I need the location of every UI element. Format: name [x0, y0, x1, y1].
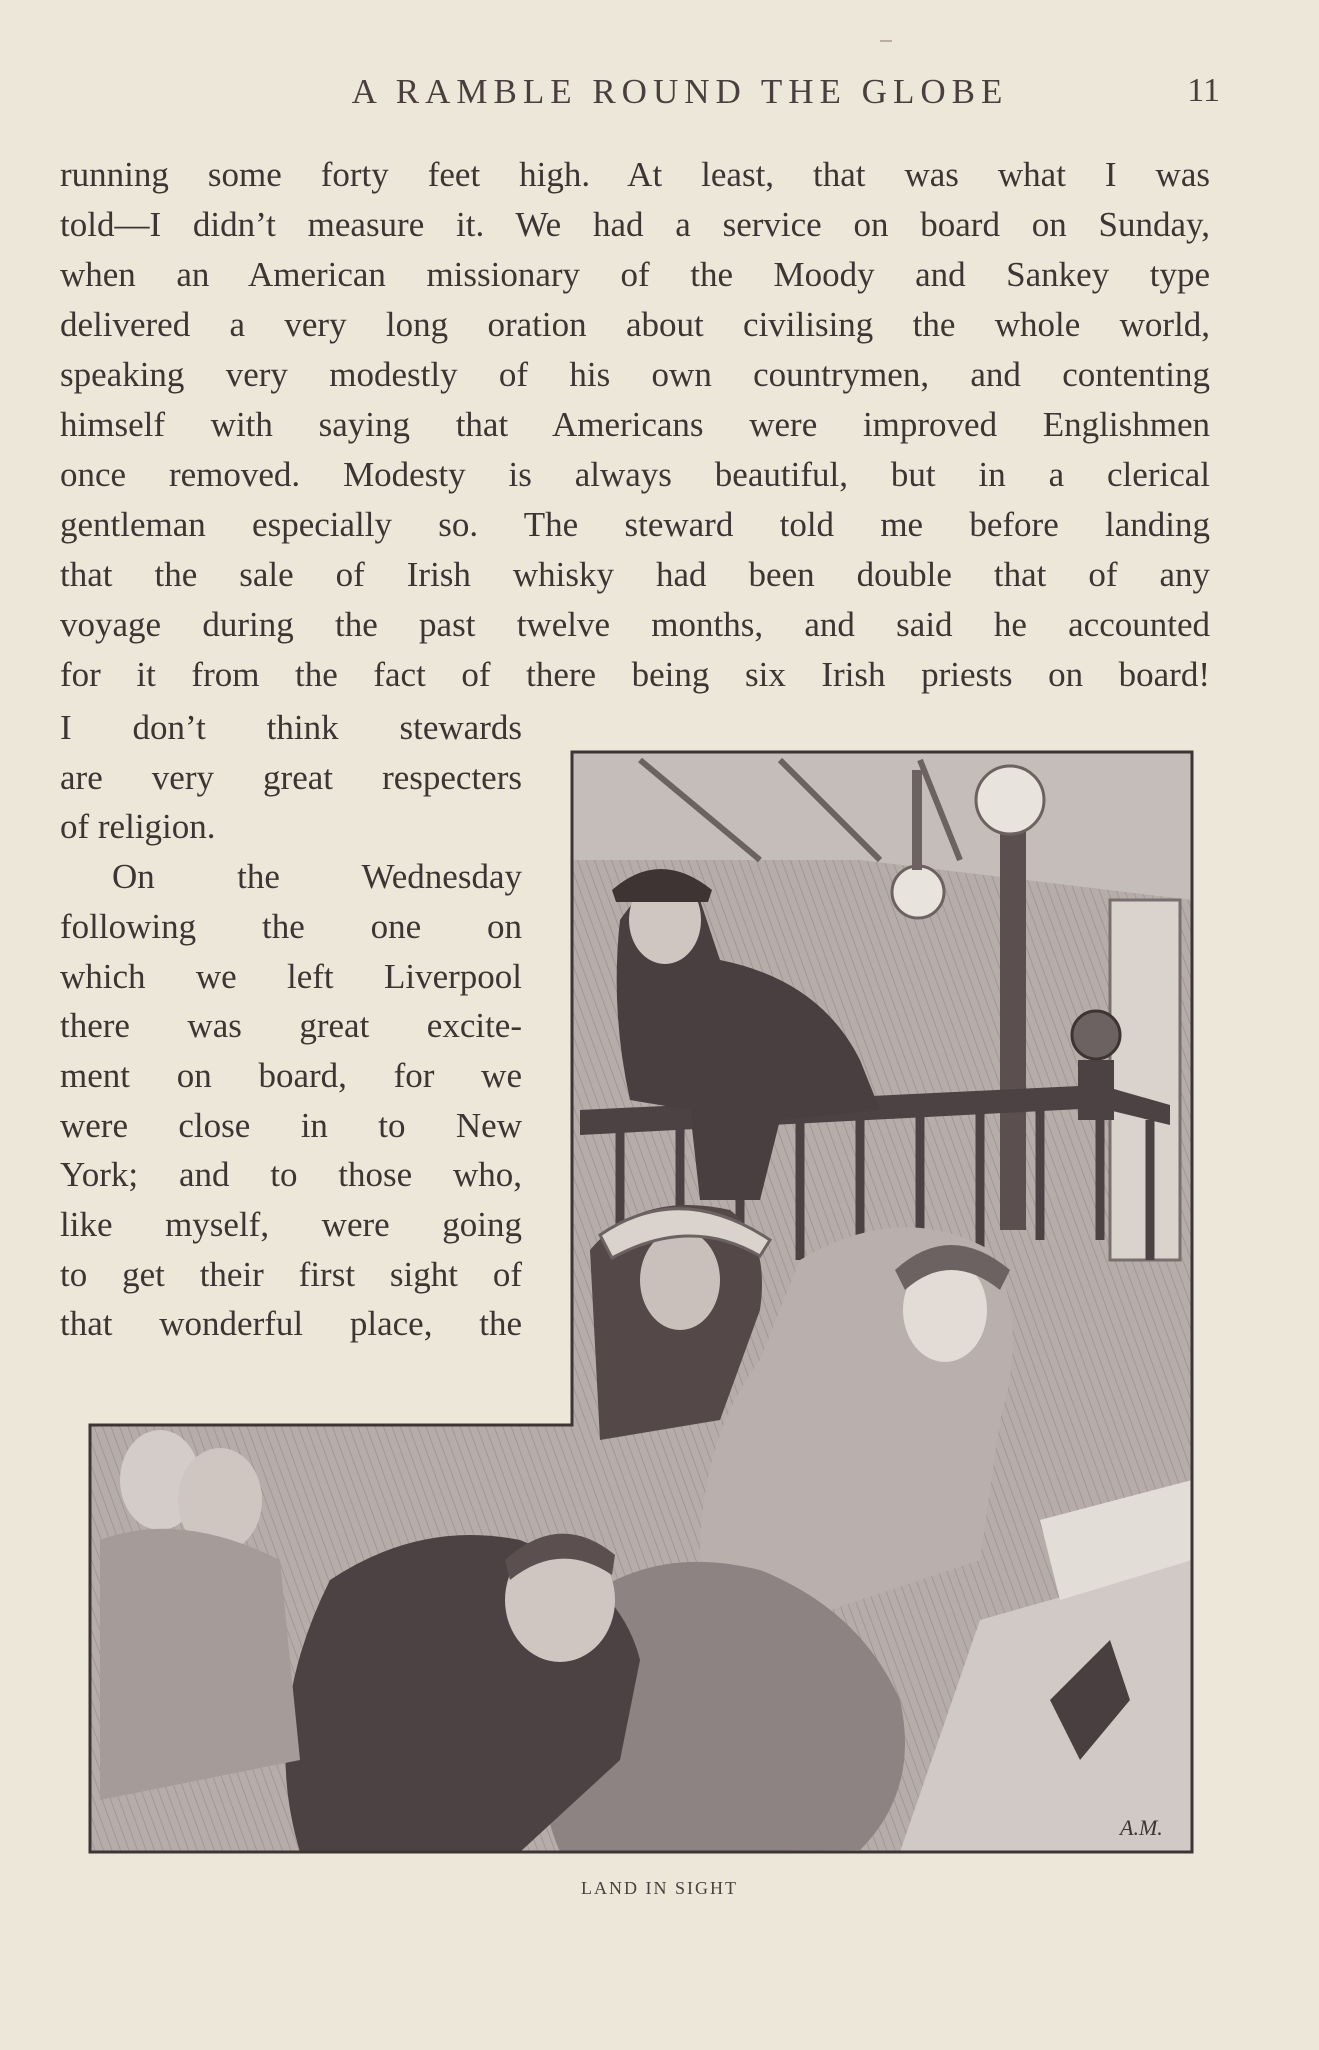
text-line: delivered a very long oration about civilising the whole world, [60, 305, 1210, 344]
illustration-signature: A.M. [1120, 1815, 1163, 1840]
text-line: to get their first sight of [60, 1254, 522, 1294]
page-number: 11 [1187, 72, 1220, 109]
text-line: of religion. [60, 807, 216, 847]
text-line: which we left Liverpool [60, 956, 522, 996]
text-line: ment on board, for we [60, 1055, 522, 1095]
text-line: are very great respecters [60, 757, 522, 797]
illustration-caption: LAND IN SIGHT [581, 1878, 738, 1898]
text-line: On the Wednesday [112, 857, 522, 897]
text-line: that wonderful place, the [60, 1304, 522, 1344]
text-line: speaking very modestly of his own countrymen, and contenting [60, 355, 1210, 394]
text-line: were close in to New [60, 1105, 522, 1145]
text-line: when an American missionary of the Moody and Sankey type [60, 255, 1210, 294]
text-line: himself with saying that Americans were improved Englishmen [60, 405, 1210, 444]
running-title: A RAMBLE ROUND THE GLOBE [351, 72, 1009, 111]
text-line: voyage during the past twelve months, and said he accounted [60, 605, 1210, 644]
text-line: that the sale of Irish whisky had been double that of any [60, 555, 1210, 594]
text-line: running some forty feet high. At least, that was what I was [60, 155, 1210, 194]
text-line: for it from the fact of there being six Irish priests on board! [60, 655, 1210, 694]
text-line: gentleman especially so. The steward told me before landing [60, 505, 1210, 544]
text-line: following the one on [60, 906, 522, 946]
illustration-plate [90, 752, 1192, 1852]
text-line: I don’t think stewards [60, 708, 522, 747]
text-line: told—I didn’t measure it. We had a service on board on Sunday, [60, 205, 1210, 244]
text-line: once removed. Modesty is always beautiful, but in a clerical [60, 455, 1210, 494]
text-line: there was great excite- [60, 1006, 522, 1046]
text-line: York; and to those who, [60, 1155, 522, 1195]
text-line: like myself, were going [60, 1205, 522, 1245]
